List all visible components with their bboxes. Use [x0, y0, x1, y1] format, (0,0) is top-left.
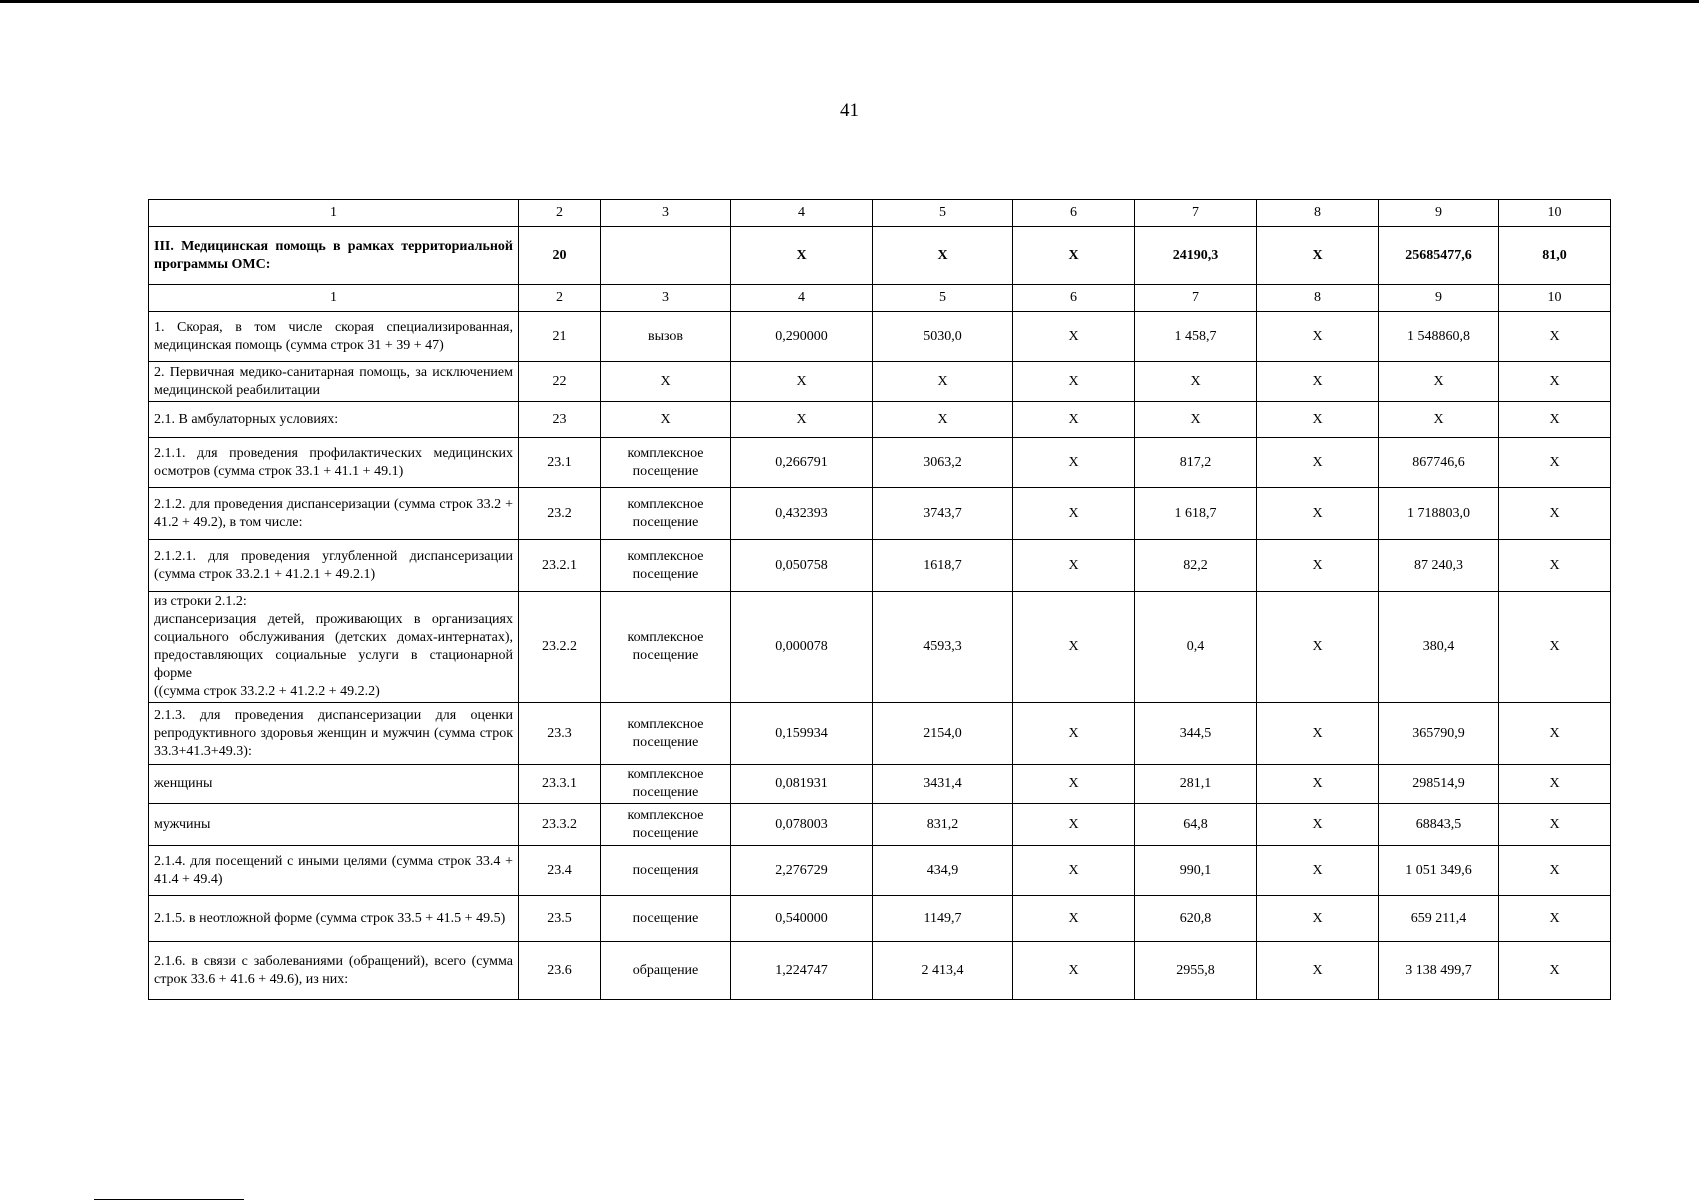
- row-cell: комплексное посещение: [601, 592, 731, 703]
- row-cell: 298514,9: [1379, 765, 1499, 804]
- row-cell: 0,290000: [731, 312, 873, 362]
- row-cell: X: [1013, 362, 1135, 402]
- header-cell: 8: [1257, 200, 1379, 227]
- row-cell: 23.3.1: [519, 765, 601, 804]
- data-table: [148, 199, 1611, 1000]
- row-cell: 81,0: [1499, 227, 1611, 285]
- row-cell: X: [1257, 362, 1379, 402]
- header-cell: 7: [1135, 285, 1257, 312]
- row-cell: комплексное посещение: [601, 438, 731, 488]
- row-cell: X: [1257, 402, 1379, 438]
- row-cell: 2 413,4: [873, 942, 1013, 1000]
- table-row: [149, 804, 1611, 846]
- row-cell: X: [1013, 540, 1135, 592]
- row-cell: X: [1499, 312, 1611, 362]
- row-cell: 64,8: [1135, 804, 1257, 846]
- table-row: [149, 540, 1611, 592]
- column-number-row-repeat: [149, 285, 1611, 312]
- row-cell: 281,1: [1135, 765, 1257, 804]
- row-cell: 365790,9: [1379, 703, 1499, 765]
- row-cell: X: [1257, 227, 1379, 285]
- row-cell: 23.1: [519, 438, 601, 488]
- row-cell: 0,540000: [731, 896, 873, 942]
- row-cell: X: [873, 227, 1013, 285]
- row-cell: посещения: [601, 846, 731, 896]
- row-cell: 3743,7: [873, 488, 1013, 540]
- table-row: [149, 488, 1611, 540]
- row-cell: X: [1013, 942, 1135, 1000]
- row-cell: 1 548860,8: [1379, 312, 1499, 362]
- row-cell: X: [1499, 592, 1611, 703]
- row-cell: вызов: [601, 312, 731, 362]
- table-row: [149, 362, 1611, 402]
- row-cell: X: [1499, 846, 1611, 896]
- row-cell: X: [1013, 703, 1135, 765]
- row-cell: 1 051 349,6: [1379, 846, 1499, 896]
- row-name: 2.1.5. в неотложной форме (сумма строк 33.5 + 41.5 + 49.5): [149, 896, 519, 942]
- row-cell: X: [1135, 402, 1257, 438]
- header-cell: 7: [1135, 200, 1257, 227]
- row-name: 2.1.3. для проведения диспансеризации для оценки репродуктивного здоровья женщин и мужчин (сумма строк 33.3+41.3+49.3):: [149, 703, 519, 765]
- row-cell: 344,5: [1135, 703, 1257, 765]
- row-cell: 0,081931: [731, 765, 873, 804]
- header-cell: 5: [873, 285, 1013, 312]
- row-cell: 2154,0: [873, 703, 1013, 765]
- row-cell: 0,4: [1135, 592, 1257, 703]
- row-cell: 380,4: [1379, 592, 1499, 703]
- header-cell: 8: [1257, 285, 1379, 312]
- row-cell: 1149,7: [873, 896, 1013, 942]
- row-cell: 3431,4: [873, 765, 1013, 804]
- row-cell: 23.3.2: [519, 804, 601, 846]
- row-cell: 23: [519, 402, 601, 438]
- row-cell: X: [601, 362, 731, 402]
- header-cell: 4: [731, 285, 873, 312]
- row-cell: X: [1257, 540, 1379, 592]
- row-cell: X: [1257, 703, 1379, 765]
- row-cell: X: [1013, 765, 1135, 804]
- row-cell: X: [1257, 438, 1379, 488]
- header-cell: 2: [519, 285, 601, 312]
- row-cell: 25685477,6: [1379, 227, 1499, 285]
- row-cell: X: [1257, 312, 1379, 362]
- row-cell: 0,050758: [731, 540, 873, 592]
- row-name: 2.1.6. в связи с заболеваниями (обращений), всего (сумма строк 33.6 + 41.6 + 49.6), из них:: [149, 942, 519, 1000]
- row-cell: X: [1013, 438, 1135, 488]
- row-cell: X: [1257, 846, 1379, 896]
- row-cell: X: [1499, 804, 1611, 846]
- row-cell: комплексное посещение: [601, 703, 731, 765]
- top-edge-line: [0, 0, 1699, 3]
- page-number: 41: [840, 100, 859, 121]
- row-cell: обращение: [601, 942, 731, 1000]
- row-cell: 1 618,7: [1135, 488, 1257, 540]
- row-cell: 3063,2: [873, 438, 1013, 488]
- row-cell: X: [1257, 765, 1379, 804]
- row-cell: X: [1257, 592, 1379, 703]
- row-cell: X: [731, 362, 873, 402]
- row-cell: комплексное посещение: [601, 540, 731, 592]
- row-name: 2.1.2. для проведения диспансеризации (сумма строк 33.2 + 41.2 + 49.2), в том числе:: [149, 488, 519, 540]
- row-cell: X: [1013, 488, 1135, 540]
- row-cell: X: [1499, 703, 1611, 765]
- header-cell: 4: [731, 200, 873, 227]
- table-row: [149, 846, 1611, 896]
- header-cell: 10: [1499, 285, 1611, 312]
- row-cell: 0,000078: [731, 592, 873, 703]
- row-cell: 1 718803,0: [1379, 488, 1499, 540]
- row-cell: 817,2: [1135, 438, 1257, 488]
- row-name: женщины: [149, 765, 519, 804]
- header-cell: 1: [149, 200, 519, 227]
- row-cell: X: [1013, 896, 1135, 942]
- row-cell: 867746,6: [1379, 438, 1499, 488]
- row-cell: 620,8: [1135, 896, 1257, 942]
- row-cell: X: [1499, 942, 1611, 1000]
- row-cell: X: [1257, 942, 1379, 1000]
- row-name: 2.1. В амбулаторных условиях:: [149, 402, 519, 438]
- row-cell: 23.2: [519, 488, 601, 540]
- row-cell: X: [1499, 438, 1611, 488]
- row-cell: 20: [519, 227, 601, 285]
- row-cell: 1618,7: [873, 540, 1013, 592]
- row-cell: 434,9: [873, 846, 1013, 896]
- row-cell: комплексное посещение: [601, 488, 731, 540]
- table-row: [149, 703, 1611, 765]
- row-cell: 24190,3: [1135, 227, 1257, 285]
- row-cell: 0,159934: [731, 703, 873, 765]
- row-name: 2.1.4. для посещений с иными целями (сумма строк 33.4 + 41.4 + 49.4): [149, 846, 519, 896]
- row-cell: 831,2: [873, 804, 1013, 846]
- row-name: из строки 2.1.2: диспансеризация детей, проживающих в организациях социального обслуживания (детских домах-интернатах), предоставляющих социальные услуги в стационарной форме ((сумма строк 33.2.2 + 41.2.2 + 49.2.2): [149, 592, 519, 703]
- header-cell: 6: [1013, 285, 1135, 312]
- row-cell: 21: [519, 312, 601, 362]
- row-cell: X: [1499, 402, 1611, 438]
- row-cell: X: [1257, 804, 1379, 846]
- column-number-row: [149, 200, 1611, 227]
- row-name: 2.1.2.1. для проведения углубленной диспансеризации (сумма строк 33.2.1 + 41.2.1 + 49.2.1): [149, 540, 519, 592]
- row-cell: 2,276729: [731, 846, 873, 896]
- row-cell: X: [731, 227, 873, 285]
- header-cell: 2: [519, 200, 601, 227]
- header-cell: 3: [601, 285, 731, 312]
- row-cell: X: [873, 362, 1013, 402]
- row-cell: X: [1013, 846, 1135, 896]
- row-cell: 23.4: [519, 846, 601, 896]
- row-name: 2. Первичная медико-санитарная помощь, за исключением медицинской реабилитации: [149, 362, 519, 402]
- row-cell: 22: [519, 362, 601, 402]
- row-cell: X: [1499, 765, 1611, 804]
- row-cell: комплексное посещение: [601, 765, 731, 804]
- row-name: мужчины: [149, 804, 519, 846]
- row-cell: 1,224747: [731, 942, 873, 1000]
- row-cell: X: [1257, 488, 1379, 540]
- row-cell: X: [1499, 896, 1611, 942]
- row-name: III. Медицинская помощь в рамках территориальной программы ОМС:: [149, 227, 519, 285]
- row-cell: X: [731, 402, 873, 438]
- row-cell: посещение: [601, 896, 731, 942]
- header-cell: 9: [1379, 200, 1499, 227]
- row-cell: 23.5: [519, 896, 601, 942]
- row-cell: X: [1499, 540, 1611, 592]
- row-cell: 659 211,4: [1379, 896, 1499, 942]
- row-cell: X: [1013, 227, 1135, 285]
- row-cell: 3 138 499,7: [1379, 942, 1499, 1000]
- row-name: 2.1.1. для проведения профилактических медицинских осмотров (сумма строк 33.1 + 41.1 + 49.1): [149, 438, 519, 488]
- row-cell: X: [1135, 362, 1257, 402]
- row-cell: 23.2.1: [519, 540, 601, 592]
- row-cell: комплексное посещение: [601, 804, 731, 846]
- row-cell: 0,078003: [731, 804, 873, 846]
- row-cell: 87 240,3: [1379, 540, 1499, 592]
- row-cell: 5030,0: [873, 312, 1013, 362]
- row-cell: X: [1013, 592, 1135, 703]
- header-cell: 9: [1379, 285, 1499, 312]
- row-cell: [601, 227, 731, 285]
- row-cell: 2955,8: [1135, 942, 1257, 1000]
- row-cell: X: [1499, 488, 1611, 540]
- table-row: [149, 942, 1611, 1000]
- header-cell: 5: [873, 200, 1013, 227]
- table-row: [149, 312, 1611, 362]
- table-row: [149, 765, 1611, 804]
- row-cell: 990,1: [1135, 846, 1257, 896]
- table-row: [149, 402, 1611, 438]
- row-cell: X: [1013, 804, 1135, 846]
- row-cell: X: [1257, 896, 1379, 942]
- row-cell: 23.2.2: [519, 592, 601, 703]
- row-cell: 68843,5: [1379, 804, 1499, 846]
- row-cell: X: [1013, 402, 1135, 438]
- row-cell: X: [1013, 312, 1135, 362]
- header-cell: 1: [149, 285, 519, 312]
- row-cell: X: [1379, 402, 1499, 438]
- row-cell: 0,432393: [731, 488, 873, 540]
- row-cell: 1 458,7: [1135, 312, 1257, 362]
- table-row: [149, 592, 1611, 703]
- row-cell: X: [873, 402, 1013, 438]
- row-cell: 82,2: [1135, 540, 1257, 592]
- row-cell: X: [1379, 362, 1499, 402]
- row-cell: X: [601, 402, 731, 438]
- row-cell: X: [1499, 362, 1611, 402]
- row-cell: 23.6: [519, 942, 601, 1000]
- header-cell: 3: [601, 200, 731, 227]
- row-cell: 23.3: [519, 703, 601, 765]
- row-name: 1. Скорая, в том числе скорая специализированная, медицинская помощь (сумма строк 31 + 39 + 47): [149, 312, 519, 362]
- section-row: [149, 227, 1611, 285]
- header-cell: 6: [1013, 200, 1135, 227]
- table-row: [149, 896, 1611, 942]
- row-cell: 4593,3: [873, 592, 1013, 703]
- header-cell: 10: [1499, 200, 1611, 227]
- table-row: [149, 438, 1611, 488]
- row-cell: 0,266791: [731, 438, 873, 488]
